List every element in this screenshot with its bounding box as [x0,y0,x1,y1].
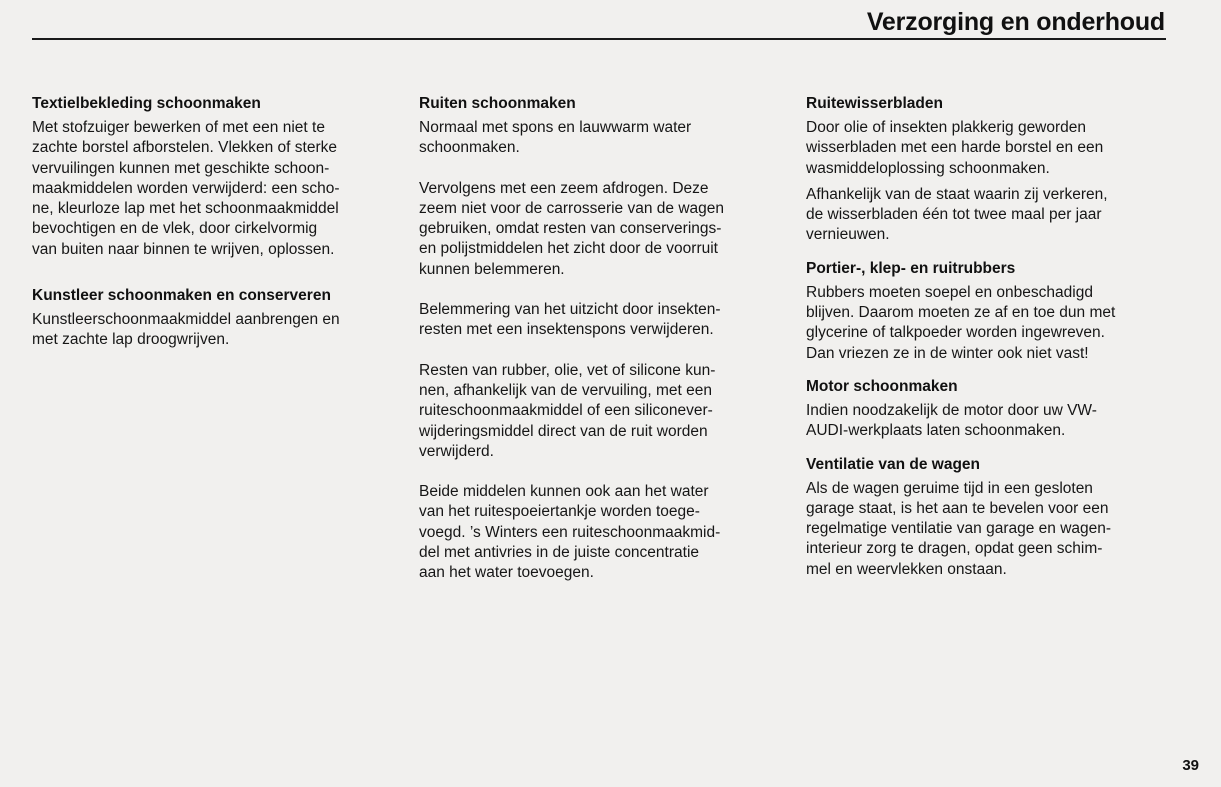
paragraph-kunstleer: Kunstleerschoonmaakmiddel aanbrengen en met zachte lap droogwrijven. [32,311,340,349]
paragraph-motor: Indien noodzakelijk de motor door uw VW- AUDI-werkplaats laten schoonmaken. [806,401,1097,440]
paragraph-textielbekleding: Met stofzuiger bewerken of met een niet te zachte borstel afborstelen. Vlekken of sterke vervuilingen kunnen met geschikte schoon- maakmiddelen worden verwijderd: een scho- ne, kleurloze lap met het schoonmaakmiddel bevochtigen en de vlek, door cirkelvormig van buiten naar binnen te wrijven, oplossen. [32,119,340,258]
title-divider [32,38,1166,40]
column-right [806,94,1166,580]
section-heading-ruiten: Ruiten schoonmaken [419,95,576,112]
page-title: Verzorging en onderhoud [866,8,1165,36]
section-heading-kunstleer: Kunstleer schoonmaken en conserveren [32,287,331,305]
section-heading-rubbers: Portier-, klep- en ruitrubbers [806,259,1016,277]
paragraph-ventilatie: Als de wagen geruime tijd in een gesloten garage staat, is het aan te bevelen voor een regelmatige ventilatie van garage en wagen- interieur zorg te dragen, opdat geen schim- mel en weervlekken onstaan. [806,479,1112,578]
column-middle [419,94,780,584]
paragraph-ruiten-5: Beide middelen kunnen ook aan het water van het ruitespoeiertankje worden toege- voegd. ’s Winters een ruiteschoonmaakmid- del met antivries in de juiste concentratie aan het water toevoegen. [419,483,721,582]
paragraph-ruiten-2: Vervolgens met een zeem afdrogen. Deze zeem niet voor de carrosserie van de wagen gebruiken, omdat resten van conserverings- en polijstmiddelen het zicht door de voorruit kunnen belemmeren. [419,179,724,278]
paragraph-ruitewisserbladen-1: Door olie of insekten plakkerig geworden wisserbladen met een harde borstel en een wasmiddeloplossing schoonmaken. [806,119,1104,177]
section-heading-ventilatie: Ventilatie van de wagen [806,455,981,473]
paragraph-ruiten-4: Resten van rubber, olie, vet of silicone kun- nen, afhankelijk van de vervuiling, met een ruiteschoonmaakmiddel of een siliconever- wijderingsmiddel direct van de ruit worden verwijderd. [419,361,716,460]
paragraph-rubbers: Rubbers moeten soepel en onbeschadigd blijven. Daarom moeten ze af en toe dun met glycerine of talkpoeder worden ingewreven. Dan vriezen ze in de winter ook niet vast! [806,283,1116,362]
paragraph-ruiten-1: Normaal met spons en lauwwarm water schoonmaken. [419,119,692,157]
paragraph-ruiten-3: Belemmering van het uitzicht door insekten- resten met een insektenspons verwijderen. [419,301,721,339]
section-heading-motor: Motor schoonmaken [806,377,958,395]
paragraph-ruitewisserbladen-2: Afhankelijk van de staat waarin zij verkeren, de wisserbladen één tot twee maal per jaar vernieuwen. [806,185,1108,244]
section-heading-textielbekleding: Textielbekleding schoonmaken [32,95,261,112]
section-heading-ruitewisserbladen: Ruitewisserbladen [806,95,943,112]
column-left [32,94,392,351]
page-number: 39 [1182,757,1199,774]
